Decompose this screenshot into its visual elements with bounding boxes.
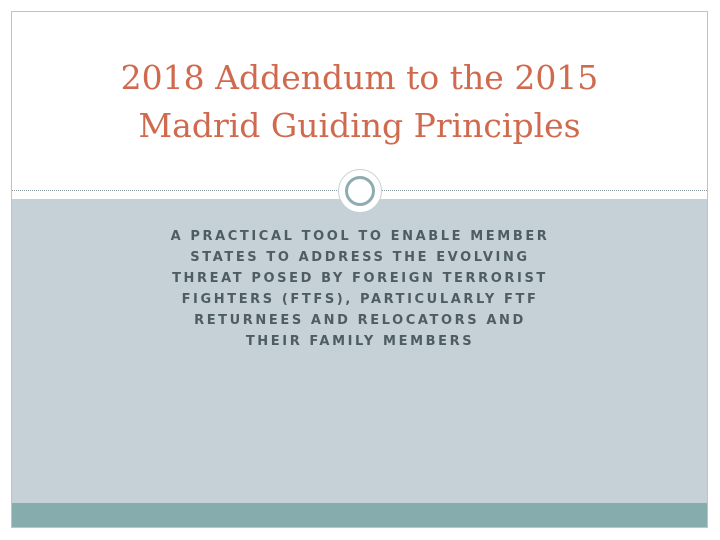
slide-title-line-2: Madrid Guiding Principles bbox=[138, 106, 581, 145]
subtitle-line-1: A PRACTICAL TOOL TO ENABLE MEMBER bbox=[170, 229, 550, 244]
subtitle-line-2: STATES TO ADDRESS THE EVOLVING bbox=[190, 250, 530, 265]
slide-title bbox=[12, 54, 707, 150]
subtitle-line-3: THREAT POSED BY FOREIGN TERRORIST bbox=[172, 271, 548, 286]
slide bbox=[11, 11, 708, 528]
slide-subtitle bbox=[82, 226, 638, 352]
ornament-ring bbox=[345, 176, 375, 206]
subtitle-line-6: THEIR FAMILY MEMBERS bbox=[245, 334, 475, 349]
subtitle-line-4: FIGHTERS (FTFS), PARTICULARLY FTF bbox=[181, 292, 539, 307]
title-area bbox=[12, 12, 707, 188]
subtitle-line-5: RETURNEES AND RELOCATORS AND bbox=[194, 313, 526, 328]
footer-bar bbox=[12, 503, 707, 527]
circle-ornament-icon bbox=[338, 169, 382, 213]
slide-title-line-1: 2018 Addendum to the 2015 bbox=[120, 58, 599, 97]
